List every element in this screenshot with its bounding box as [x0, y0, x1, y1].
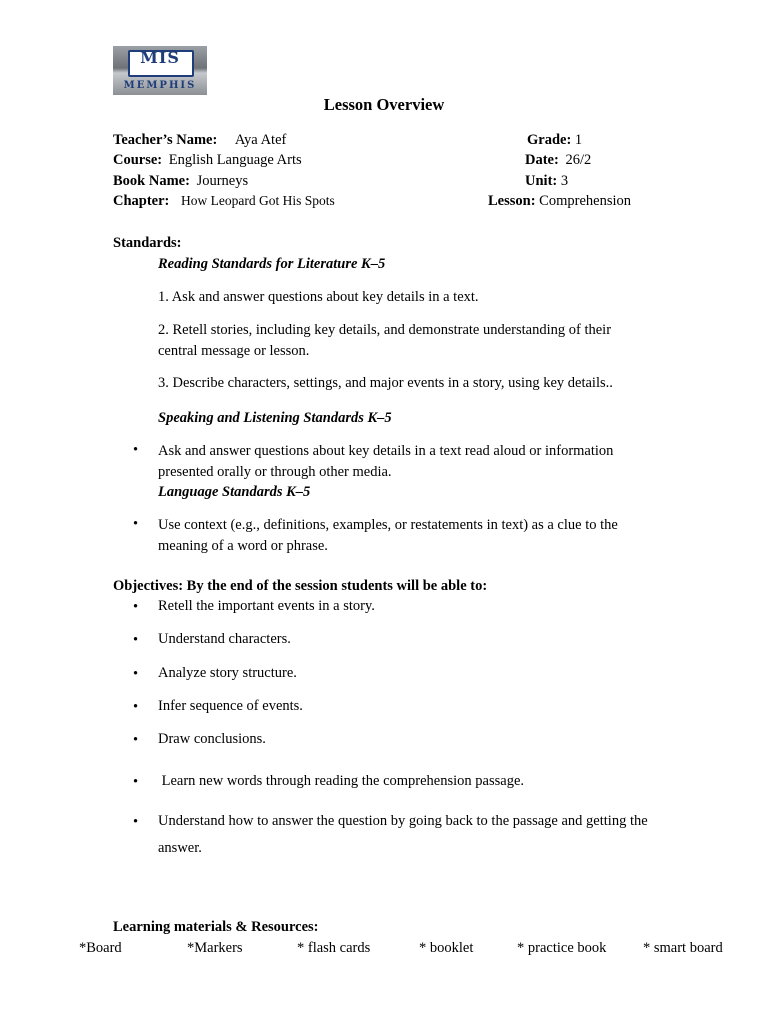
bullet-icon: •: [133, 699, 139, 715]
page-title: Lesson Overview: [323, 95, 445, 114]
material-item: * practice book: [517, 940, 607, 956]
date-value: 26/2: [565, 152, 592, 168]
logo-letters: MIS: [140, 48, 180, 67]
teacher-row: [113, 132, 286, 149]
course-row: [113, 152, 302, 169]
language-standard: Use context (e.g., definitions, examples, or restatements in text) as a clue to the meaning of a word or phrase.: [158, 517, 618, 554]
bullet-icon: •: [133, 632, 139, 648]
bullet-icon: •: [133, 732, 139, 748]
course-label: Course:: [113, 152, 163, 168]
grade-value: 1: [574, 132, 583, 148]
material-item: *Board: [79, 940, 122, 956]
material-item: *Markers: [187, 940, 243, 956]
date-label: Date:: [525, 152, 559, 168]
date-row: [525, 152, 591, 169]
teacher-value: Aya Atef: [234, 132, 287, 148]
standards-heading: Standards:: [113, 235, 182, 251]
chapter-label: Chapter:: [113, 193, 170, 209]
objective-item: Draw conclusions.: [158, 731, 266, 747]
book-label: Book Name:: [113, 173, 190, 189]
reading-standard-2: 2. Retell stories, including key details, and demonstrate understanding of their central message or lesson.: [158, 322, 612, 359]
objective-item: Infer sequence of events.: [158, 698, 303, 714]
bullet-icon: •: [133, 516, 139, 532]
speaking-standards-heading: Speaking and Listening Standards K–5: [158, 410, 392, 426]
objective-item: Understand how to answer the question by going back to the passage and getting the answer.: [158, 813, 648, 856]
bullet-icon: •: [133, 442, 139, 458]
grade-label: Grade:: [527, 132, 572, 148]
objectives-heading: Objectives: By the end of the session students will be able to:: [113, 578, 488, 594]
lesson-value: Comprehension: [539, 193, 631, 209]
school-logo: [113, 46, 207, 95]
chapter-value: How Leopard Got His Spots: [181, 193, 335, 208]
material-item: * booklet: [419, 940, 474, 956]
grade-row: [527, 132, 582, 149]
lesson-row: [488, 193, 631, 210]
unit-value: 3: [560, 173, 569, 189]
materials-heading: Learning materials & Resources:: [113, 919, 319, 935]
teacher-label: Teacher’s Name:: [113, 132, 218, 148]
logo-name: MEMPHIS: [123, 80, 197, 91]
bullet-icon: •: [133, 774, 139, 790]
objective-item: Retell the important events in a story.: [158, 598, 375, 614]
bullet-icon: •: [133, 666, 139, 682]
unit-label: Unit:: [525, 173, 558, 189]
course-value: English Language Arts: [168, 152, 302, 168]
unit-row: [525, 173, 568, 190]
objective-item: Analyze story structure.: [158, 665, 297, 681]
speaking-standard: Ask and answer questions about key details in a text read aloud or information presented orally or through other media.: [158, 443, 614, 480]
bullet-icon: •: [133, 599, 139, 615]
objective-item: Understand characters.: [158, 631, 291, 647]
chapter-row: [113, 193, 335, 210]
lesson-label: Lesson:: [488, 193, 536, 209]
language-standards-heading: Language Standards K–5: [158, 484, 311, 500]
book-value: Journeys: [196, 173, 249, 189]
objective-item: Learn new words through reading the comprehension passage.: [158, 773, 525, 789]
material-item: * smart board: [643, 940, 723, 956]
book-row: [113, 173, 248, 190]
reading-standards-heading: Reading Standards for Literature K–5: [158, 256, 386, 272]
material-item: * flash cards: [297, 940, 371, 956]
reading-standard-1: 1. Ask and answer questions about key details in a text.: [158, 289, 479, 305]
bullet-icon: •: [133, 814, 139, 830]
reading-standard-3: 3. Describe characters, settings, and major events in a story, using key details..: [158, 375, 613, 391]
